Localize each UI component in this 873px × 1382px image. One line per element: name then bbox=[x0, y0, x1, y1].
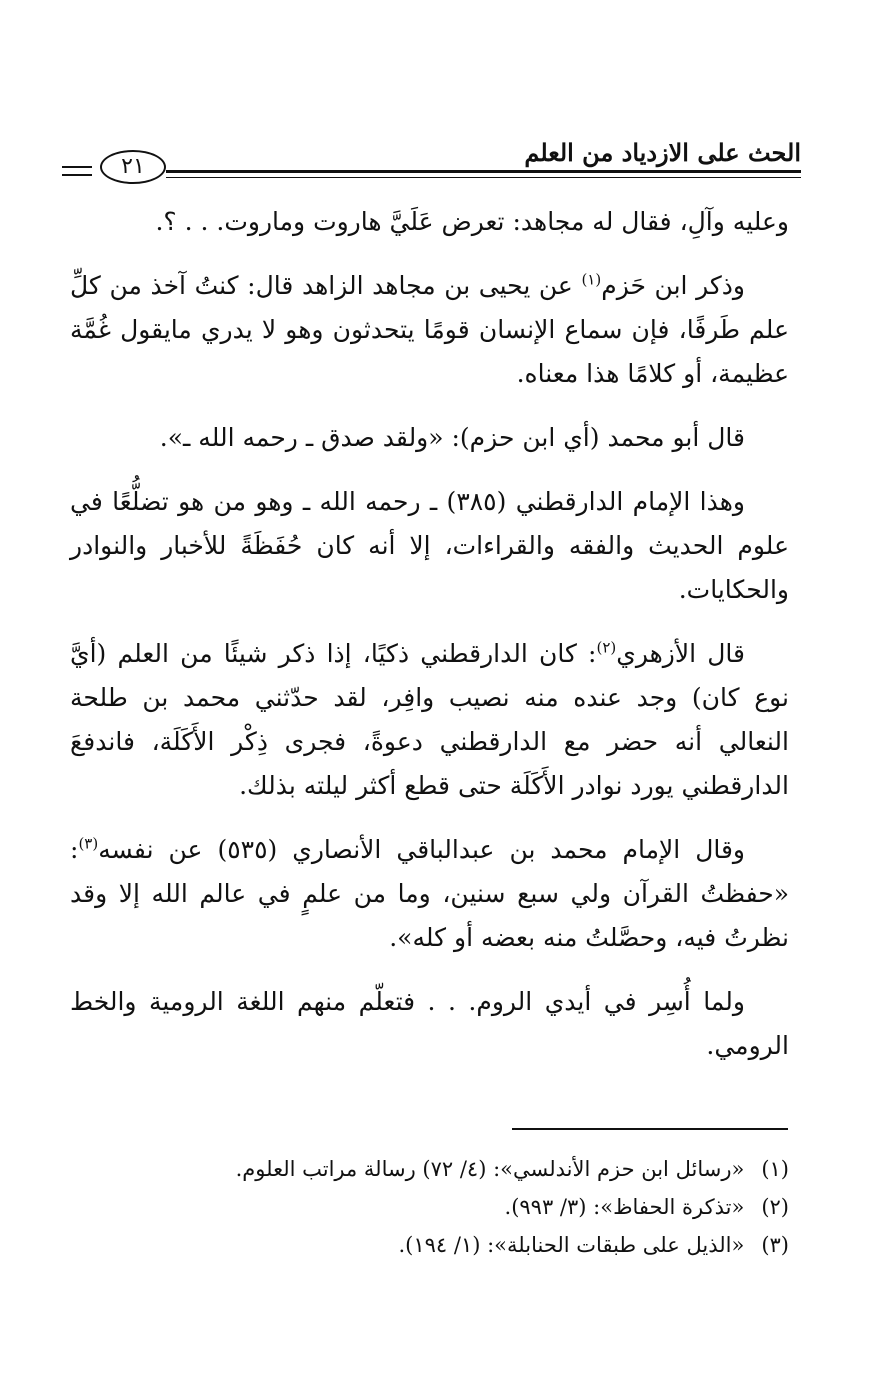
footnote-ref-3: (٣) bbox=[78, 834, 99, 853]
footnote-ref-1: (١) bbox=[581, 270, 602, 289]
paragraph-ibn-hazm bbox=[70, 264, 789, 396]
main-text bbox=[70, 200, 789, 1088]
paragraph-azhari bbox=[70, 632, 789, 808]
paragraph-text: وقال الإمام محمد بن عبدالباقي الأنصاري (٥٣٥) عن نفسه bbox=[98, 835, 746, 864]
footnote-number: (١) bbox=[761, 1157, 789, 1181]
header-double-rule bbox=[166, 170, 801, 178]
paragraph-text: : «حفظتُ القرآن ولي سبع سنين، وما من علمٍ في عالم الله إلا وقد نظرتُ فيه، وحصَّلتُ منه بعضه أو كله». bbox=[70, 835, 789, 952]
paragraph-continuation: وعليه وآلِ، فقال له مجاهد: تعرض عَلَيَّ هاروت وماروت. . . ؟. bbox=[155, 207, 789, 236]
paragraph-text: : كان الدارقطني ذكيًا، إذا ذكر شيئًا من العلم (أيَّ نوع كان) وجد عنده منه نصيب وافِر، لقد حدّثني محمد بن طلحة النعالي أنه حضر مع الدارقطني دعوةً، فجرى ذِكْر الأَكَلَة، فاندفعَ الدارقطني يورد نوادر الأَكَلَة حتى قطع أكثر ليلته بذلك. bbox=[70, 639, 789, 800]
paragraph-ansari bbox=[70, 828, 789, 960]
footnote-number: (٣) bbox=[761, 1233, 789, 1257]
page-number: ٢١ bbox=[100, 150, 166, 184]
paragraph-text: وذكر ابن حَزم bbox=[601, 271, 745, 300]
paragraph-daraqutni: وهذا الإمام الدارقطني (٣٨٥) ـ رحمه الله ـ وهو من هو تضلُّعًا في علوم الحديث والفقه والقراءات، إلا أنه كان حُفَظَةً للأخبار والنوادر والحكايات. bbox=[70, 487, 789, 604]
running-header bbox=[62, 138, 801, 184]
footnote-3 bbox=[80, 1226, 789, 1264]
footnote-1 bbox=[80, 1150, 789, 1188]
footnote-text: «رسائل ابن حزم الأندلسي»: (٤/ ٧٢) رسالة مراتب العلوم. bbox=[235, 1157, 745, 1181]
paragraph-captivity: ولما أُسِر في أيدي الروم. . . فتعلّم منهم اللغة الرومية والخط الرومي. bbox=[70, 987, 789, 1060]
footnote-ref-2: (٢) bbox=[596, 638, 617, 657]
paragraph-text: عن يحيى بن مجاهد الزاهد قال: كنتُ آخذ من كلِّ علم طَرفًا، فإن سماع الإنسان قومًا يتحدثون وهو لا يدري مايقول غُمَّة عظيمة، أو كلامًا هذا معناه. bbox=[70, 271, 789, 388]
paragraph-abu-muhammad: قال أبو محمد (أي ابن حزم): «ولقد صدق ـ رحمه الله ـ». bbox=[159, 423, 745, 452]
footnote-2 bbox=[80, 1188, 789, 1226]
footnote-text: «تذكرة الحفاظ»: (٣/ ٩٩٣). bbox=[504, 1195, 745, 1219]
footnote-separator bbox=[512, 1128, 788, 1130]
footnote-number: (٢) bbox=[761, 1195, 789, 1219]
paragraph-text: قال الأزهري bbox=[616, 639, 745, 668]
header-dash-ornament bbox=[62, 166, 92, 176]
footnotes bbox=[80, 1150, 789, 1264]
running-title: الحث على الازدياد من العلم bbox=[524, 138, 801, 167]
footnote-text: «الذيل على طبقات الحنابلة»: (١/ ١٩٤). bbox=[398, 1233, 745, 1257]
